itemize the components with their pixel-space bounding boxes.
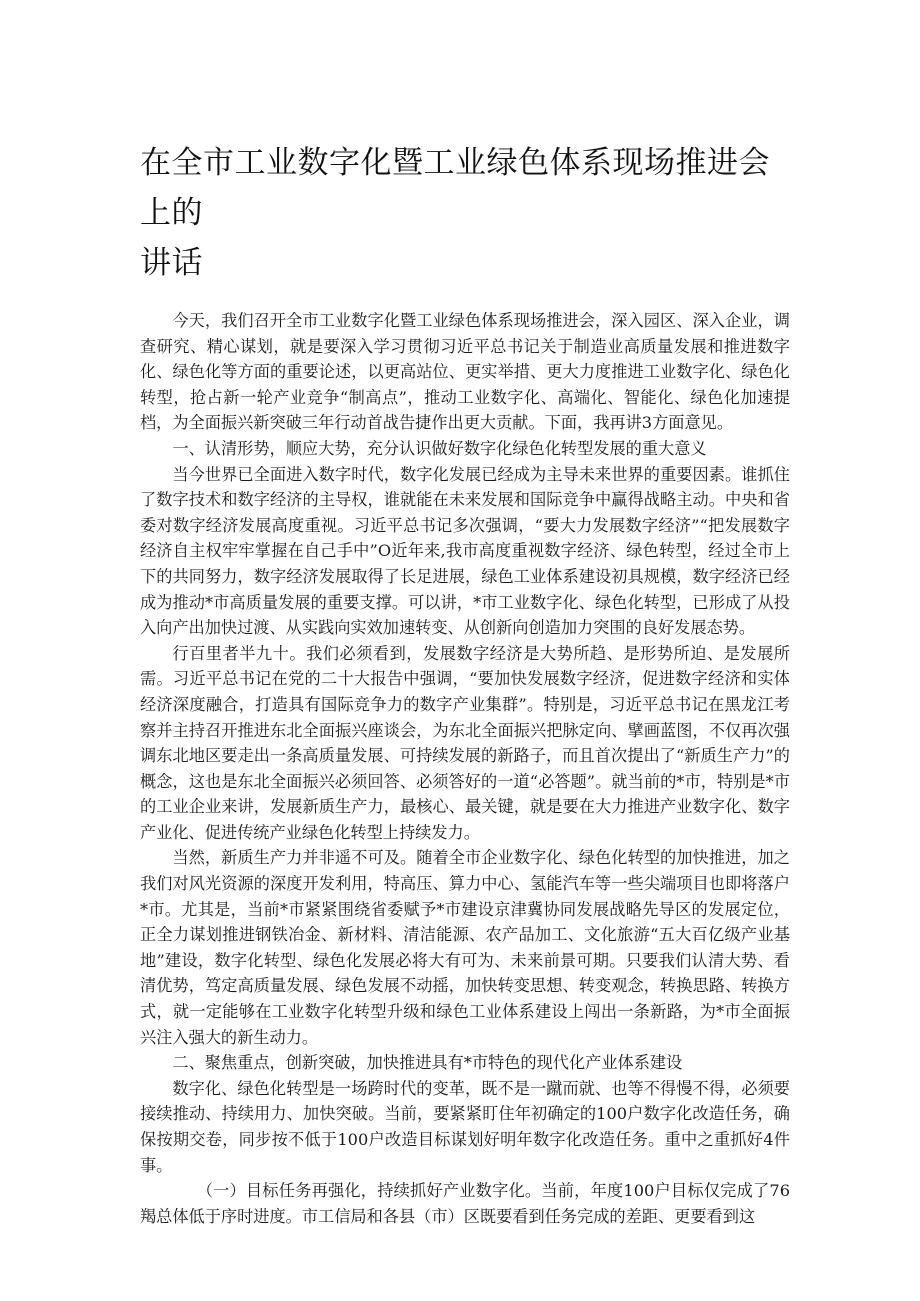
paragraph-subsection-1: （一）目标任务再强化，持续抓好产业数字化。当前，年度100户目标仅完成了76羯总体低于序时进度。市工信局和各县（市）区既要看到任务完成的差距、更要看到这 xyxy=(140,1181,790,1226)
document-body xyxy=(140,308,790,1229)
section-heading-2: 二、聚焦重点，创新突破，加快推进具有*市特色的现代化产业体系建设 xyxy=(172,1053,683,1073)
section-heading-1: 一、认清形势，顺应大势，充分认识做好数字化绿色化转型发展的重大意义 xyxy=(172,438,707,458)
paragraph-digital-era: 当今世界已全面进入数字时代，数字化发展已经成为主导未来世界的重要因素。谁抓住了数字技术和数字经济的主导权，谁就能在未来发展和国际竞争中赢得战略主动。中央和省委对数字经济发展高度重视。习近平总书记多次强调，“要大力发展数字经济”“把发展数字经济自主权牢牢掌握在自己手中”O近年来,我市高度重视数字经济、绿色转型，经过全市上下的共同努力，数字经济发展取得了长足进展，绿色工业体系建设初具规模，数字经济已经成为推动*市高质量发展的重要支撑。可以讲，*市工业数字化、绿色化转型，已形成了从投入向产出加快过渡、从实践向实效加速转变、从创新向创造加力突围的良好发展态势。 xyxy=(140,464,790,638)
document-title-line-2: 讲话 xyxy=(140,245,203,281)
paragraph-transformation: 数字化、绿色化转型是一场跨时代的变革，既不是一蹴而就、也等不得慢不得，必须要接续推动、持续用力、加快突破。当前，要紧紧盯住年初确定的100户数字化改造任务，确保按期交卷，同步按不低于100户改造目标谋划好明年数字化改造任务。重中之重抓好4件事。 xyxy=(140,1078,790,1175)
paragraph-prospects: 当然，新质生产力并非遥不可及。随着全市企业数字化、绿色化转型的加快推进，加之我们对风光资源的深度开发利用，特高压、算力中心、氢能汽车等一些尖端项目也即将落户*市。尤其是，当前*市紧紧围绕省委赋予*市建设京津冀协同发展战略先导区的发展定位，正全力谋划推进钢铁冶金、新材料、清洁能源、农产品加工、文化旅游“五大百亿级产业基地”建设，数字化转型、绿色化发展必将大有可为、未来前景可期。只要我们认清大势、看清优势，笃定高质量发展、绿色发展不动摇，加快转变思想、转变观念，转换思路、转换方式，就一定能够在工业数字化转型升级和绿色工业体系建设上闯出一条新路，为*市全面振兴注入强大的新生动力。 xyxy=(140,848,790,1047)
paragraph-new-productivity: 行百里者半九十。我们必须看到，发展数字经济是大势所趋、是形势所迫、是发展所需。习近平总书记在党的二十大报告中强调，“要加快发展数字经济，促进数字经济和实体经济深度融合，打造具有国际竞争力的数字产业集群”。特别是，习近平总书记在黑龙江考察并主持召开推进东北全面振兴座谈会，为东北全面振兴把脉定向、擘画蓝图，不仅再次强调东北地区要走出一条高质量发展、可持续发展的新路子，而且首次提出了“新质生产力”的概念，这也是东北全面振兴必须回答、必须答好的一道“必答题”。就当前的*市，特别是*市的工业企业来讲，发展新质生产力，最核心、最关键，就是要在大力推进产业数字化、数字产业化、促进传统产业绿色化转型上持续发力。 xyxy=(140,643,790,842)
document-title xyxy=(140,138,790,288)
document-title-line-1: 在全市工业数字化暨工业绿色体系现场推进会上的 xyxy=(140,145,770,231)
paragraph-intro: 今天，我们召开全市工业数字化暨工业绿色体系现场推进会，深入园区、深入企业，调查研究、精心谋划，就是要深入学习贯彻习近平总书记关于制造业高质量发展和推进数字化、绿色化等方面的重要论述，以更高站位、更实举措、更大力度推进工业数字化、绿色化转型，抢占新一轮产业竞争“制高点”，推动工业数字化、高端化、智能化、绿色化加速提档，为全面振兴新突破三年行动首战告捷作出更大贡献。下面，我再讲3方面意见。 xyxy=(140,311,790,433)
